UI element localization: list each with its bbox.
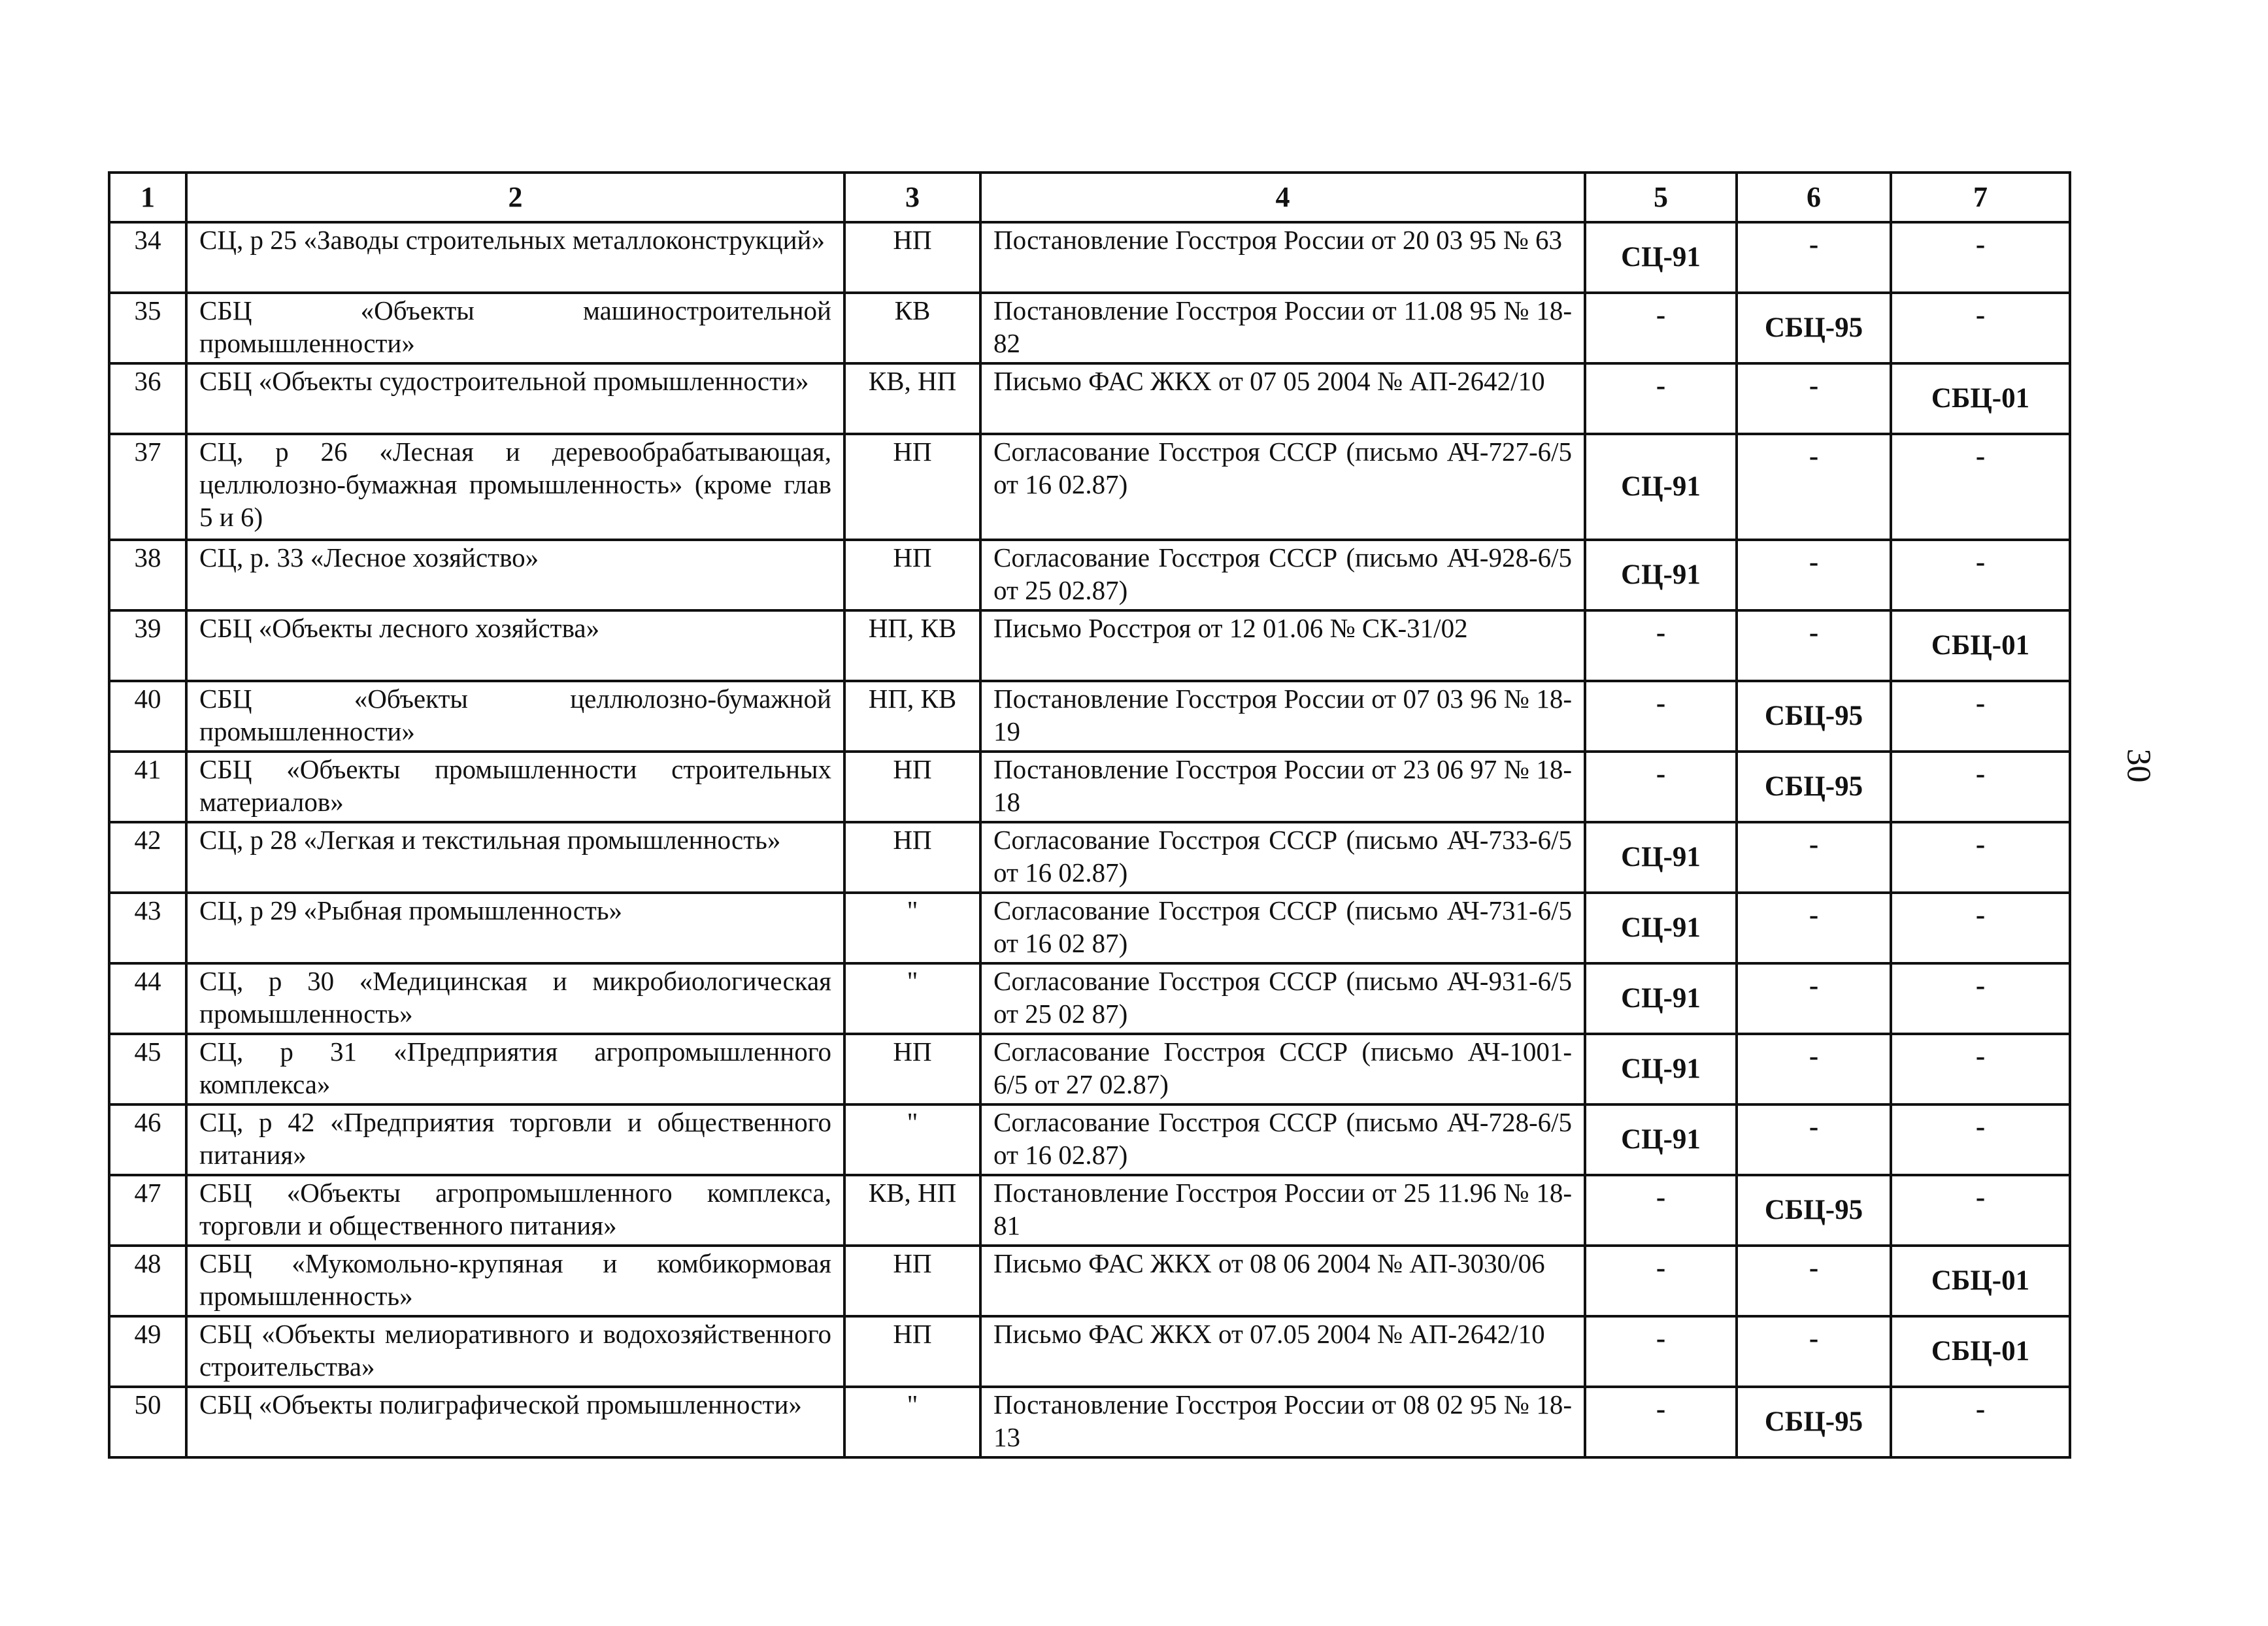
edition-2001: СБЦ-01 [1891,363,2070,434]
estimate-type: НП [844,434,980,540]
approval-document: Согласование Госстроя СССР (письмо АЧ-928-6/5 от 25 02.87) [980,540,1585,610]
table-row [109,610,2070,681]
table-row [109,893,2070,963]
table-header-row [109,173,2070,222]
estimate-type: НП [844,752,980,822]
edition-2001: СБЦ-01 [1891,610,2070,681]
edition-2001: - [1891,963,2070,1034]
edition-1991: - [1585,610,1737,681]
standards-table [108,171,2071,1459]
edition-1991: - [1585,363,1737,434]
edition-1991: - [1585,752,1737,822]
table-body [109,222,2070,1457]
row-number: 43 [109,893,186,963]
edition-1995: - [1737,822,1891,893]
header-col-1: 1 [109,173,186,222]
row-number: 49 [109,1316,186,1387]
header-col-3: 3 [844,173,980,222]
estimate-name: СБЦ «Объекты судостроительной промышленности» [186,363,844,434]
estimate-type: КВ, НП [844,1175,980,1246]
row-number: 41 [109,752,186,822]
edition-1991: - [1585,1387,1737,1457]
estimate-name: СЦ, р 31 «Предприятия агропромышленного комплекса» [186,1034,844,1104]
edition-1995: - [1737,610,1891,681]
row-number: 34 [109,222,186,293]
approval-document: Постановление Госстроя России от 20 03 95 № 63 [980,222,1585,293]
approval-document: Постановление Госстроя России от 23 06 97 № 18-18 [980,752,1585,822]
table-row [109,752,2070,822]
estimate-name: СБЦ «Объекты полиграфической промышленности» [186,1387,844,1457]
edition-1991: СЦ-91 [1585,222,1737,293]
table-row [109,293,2070,363]
approval-document: Постановление Госстроя России от 11.08 95 № 18-82 [980,293,1585,363]
edition-1991: СЦ-91 [1585,822,1737,893]
approval-document: Согласование Госстроя СССР (письмо АЧ-727-6/5 от 16 02.87) [980,434,1585,540]
edition-2001: - [1891,540,2070,610]
edition-2001: - [1891,1175,2070,1246]
estimate-name: СБЦ «Объекты лесного хозяйства» [186,610,844,681]
estimate-type: НП [844,1316,980,1387]
table-row [109,681,2070,752]
edition-1995: СБЦ-95 [1737,293,1891,363]
row-number: 36 [109,363,186,434]
table-row [109,1387,2070,1457]
estimate-type: " [844,1387,980,1457]
edition-1995: - [1737,434,1891,540]
approval-document: Постановление Госстроя России от 07 03 96 № 18-19 [980,681,1585,752]
header-col-6: 6 [1737,173,1891,222]
edition-2001: - [1891,1104,2070,1175]
row-number: 37 [109,434,186,540]
edition-1995: - [1737,222,1891,293]
approval-document: Согласование Госстроя СССР (письмо АЧ-931-6/5 от 25 02 87) [980,963,1585,1034]
edition-2001: СБЦ-01 [1891,1316,2070,1387]
edition-2001: - [1891,293,2070,363]
approval-document: Постановление Госстроя России от 08 02 95 № 18-13 [980,1387,1585,1457]
edition-2001: - [1891,681,2070,752]
estimate-name: СБЦ «Объекты мелиоративного и водохозяйственного строительства» [186,1316,844,1387]
edition-1991: - [1585,1175,1737,1246]
estimate-name: СЦ, р 42 «Предприятия торговли и общественного питания» [186,1104,844,1175]
estimate-type: НП, КВ [844,681,980,752]
estimate-name: СБЦ «Объекты машиностроительной промышленности» [186,293,844,363]
approval-document: Письмо ФАС ЖКХ от 07.05 2004 № АП-2642/10 [980,1316,1585,1387]
row-number: 47 [109,1175,186,1246]
edition-1995: СБЦ-95 [1737,752,1891,822]
edition-1991: СЦ-91 [1585,540,1737,610]
edition-2001: - [1891,434,2070,540]
estimate-type: " [844,1104,980,1175]
edition-1995: - [1737,1104,1891,1175]
estimate-name: СБЦ «Объекты агропромышленного комплекса, торговли и общественного питания» [186,1175,844,1246]
edition-1995: - [1737,1034,1891,1104]
table-row [109,1034,2070,1104]
table-row [109,1316,2070,1387]
edition-1991: - [1585,1316,1737,1387]
row-number: 48 [109,1246,186,1316]
row-number: 44 [109,963,186,1034]
approval-document: Согласование Госстроя СССР (письмо АЧ-728-6/5 от 16 02.87) [980,1104,1585,1175]
approval-document: Согласование Госстроя СССР (письмо АЧ-1001-6/5 от 27 02.87) [980,1034,1585,1104]
edition-1991: СЦ-91 [1585,1104,1737,1175]
edition-2001: - [1891,1034,2070,1104]
edition-1995: - [1737,363,1891,434]
approval-document: Постановление Госстроя России от 25 11.96 № 18-81 [980,1175,1585,1246]
table-row [109,963,2070,1034]
edition-2001: - [1891,893,2070,963]
row-number: 39 [109,610,186,681]
table-row [109,434,2070,540]
edition-1995: - [1737,540,1891,610]
edition-1991: - [1585,681,1737,752]
edition-2001: СБЦ-01 [1891,1246,2070,1316]
row-number: 45 [109,1034,186,1104]
table-row [109,222,2070,293]
estimate-name: СЦ, р. 33 «Лесное хозяйство» [186,540,844,610]
row-number: 46 [109,1104,186,1175]
edition-1991: СЦ-91 [1585,893,1737,963]
page-number: 30 [2120,748,2158,783]
table-row [109,1246,2070,1316]
table-row [109,1104,2070,1175]
row-number: 38 [109,540,186,610]
row-number: 42 [109,822,186,893]
edition-1991: - [1585,293,1737,363]
estimate-type: КВ, НП [844,363,980,434]
estimate-type: НП [844,1246,980,1316]
table-row [109,822,2070,893]
estimate-name: СЦ, р 25 «Заводы строительных металлоконструкций» [186,222,844,293]
edition-1995: СБЦ-95 [1737,681,1891,752]
header-col-2: 2 [186,173,844,222]
header-col-5: 5 [1585,173,1737,222]
edition-1995: - [1737,963,1891,1034]
estimate-type: НП [844,1034,980,1104]
estimate-name: СЦ, р 29 «Рыбная промышленность» [186,893,844,963]
row-number: 50 [109,1387,186,1457]
approval-document: Согласование Госстроя СССР (письмо АЧ-731-6/5 от 16 02 87) [980,893,1585,963]
estimate-type: КВ [844,293,980,363]
estimate-type: " [844,893,980,963]
edition-1995: СБЦ-95 [1737,1175,1891,1246]
estimate-name: СБЦ «Объекты промышленности строительных материалов» [186,752,844,822]
edition-1995: - [1737,893,1891,963]
header-col-7: 7 [1891,173,2070,222]
estimate-name: СЦ, р 26 «Лесная и деревообрабатывающая, целлюлозно-бумажная промышленность» (кроме глав 5 и 6) [186,434,844,540]
estimate-name: СБЦ «Объекты целлюлозно-бумажной промышленности» [186,681,844,752]
edition-1995: - [1737,1316,1891,1387]
estimate-name: СБЦ «Мукомольно-крупяная и комбикормовая промышленность» [186,1246,844,1316]
edition-1991: - [1585,1246,1737,1316]
edition-1991: СЦ-91 [1585,1034,1737,1104]
table-row [109,1175,2070,1246]
table-row [109,363,2070,434]
header-col-4: 4 [980,173,1585,222]
estimate-type: НП [844,540,980,610]
edition-2001: - [1891,752,2070,822]
edition-1991: СЦ-91 [1585,434,1737,540]
estimate-type: " [844,963,980,1034]
approval-document: Письмо ФАС ЖКХ от 08 06 2004 № АП-3030/06 [980,1246,1585,1316]
approval-document: Письмо ФАС ЖКХ от 07 05 2004 № АП-2642/10 [980,363,1585,434]
edition-1995: СБЦ-95 [1737,1387,1891,1457]
table-row [109,540,2070,610]
edition-2001: - [1891,822,2070,893]
estimate-type: НП [844,222,980,293]
edition-1995: - [1737,1246,1891,1316]
edition-1991: СЦ-91 [1585,963,1737,1034]
estimate-type: НП, КВ [844,610,980,681]
edition-2001: - [1891,1387,2070,1457]
row-number: 40 [109,681,186,752]
edition-2001: - [1891,222,2070,293]
row-number: 35 [109,293,186,363]
approval-document: Согласование Госстроя СССР (письмо АЧ-733-6/5 от 16 02.87) [980,822,1585,893]
estimate-name: СЦ, р 30 «Медицинская и микробиологическая промышленность» [186,963,844,1034]
approval-document: Письмо Росстроя от 12 01.06 № СК-31/02 [980,610,1585,681]
estimate-type: НП [844,822,980,893]
estimate-name: СЦ, р 28 «Легкая и текстильная промышленность» [186,822,844,893]
